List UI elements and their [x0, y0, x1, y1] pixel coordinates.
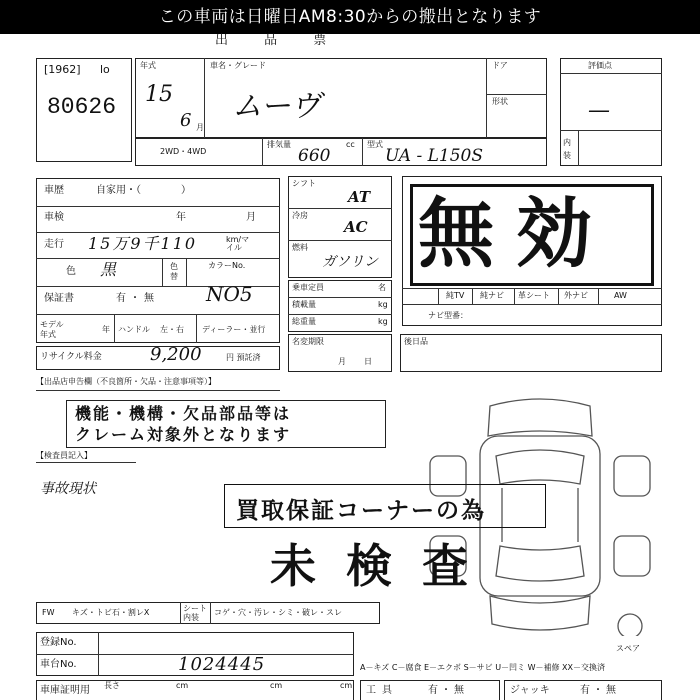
lot-number: 80626	[47, 94, 117, 120]
year-label: 年式	[140, 61, 156, 70]
damage-legend: A－キズ C－腐食 E－エクボ S－サビ U－凹ミ W－補修 XX－交換済	[360, 663, 606, 672]
eval-value: —	[588, 98, 610, 123]
shape-label: 形状	[492, 97, 508, 106]
door-label: ドア	[492, 61, 508, 70]
capacity-unit: 名	[378, 283, 386, 292]
cert-cm-3: cm	[340, 681, 353, 690]
header-banner: この車両は日曜日AM8:30からの搬出となります	[0, 0, 700, 34]
equip-leather: 革シート	[518, 291, 550, 300]
chassis-label: 車台No.	[40, 659, 77, 670]
recycle-unit: 円 預託済	[226, 353, 261, 362]
cert-label: 車庫証明用	[40, 685, 90, 696]
displacement-unit: cc	[346, 140, 355, 149]
mileage-unit: km/マイル	[226, 235, 250, 252]
name-change-label: 名変期限	[292, 337, 324, 346]
notice-box	[66, 400, 386, 448]
handle-value: 左・右	[160, 325, 184, 334]
load-unit: kg	[378, 300, 388, 309]
seat-label: シート内装	[183, 604, 207, 622]
seller-notes-label: 【出品店申告欄（不良箇所・欠品・注意事項等）】	[36, 377, 216, 386]
fw-label: FW	[42, 608, 55, 617]
registration-label: 登録No.	[40, 637, 77, 648]
dealer-label: ディーラー・並行	[202, 325, 266, 334]
color-label: 色	[66, 266, 76, 277]
color-no-label: カラーNo.	[208, 261, 246, 270]
jack-label: ジャッキ	[510, 685, 550, 696]
equip-ext-navi: 外ナビ	[564, 291, 588, 300]
car-front	[488, 399, 592, 436]
lot-tag-suffix: lo	[100, 63, 110, 76]
color-value: 黒	[100, 260, 117, 279]
notice-line-1: 機能・機構・欠品部品等は	[75, 404, 292, 423]
fuel-label: 燃料	[292, 243, 308, 252]
capacity-label: 乗車定員	[292, 283, 324, 292]
inspection-month-unit: 月	[246, 212, 256, 223]
eval-label: 評価点	[588, 61, 612, 70]
cert-cm-1: cm	[176, 681, 189, 690]
fuel-value: ガソリン	[322, 254, 378, 270]
load-label: 積載量	[292, 300, 316, 309]
equip-navi: 純ナビ	[480, 291, 504, 300]
displacement-value: 660	[298, 146, 331, 166]
after-docs-box	[400, 334, 662, 372]
ac-value: AC	[344, 218, 368, 236]
stamp-unchecked: 未検査	[270, 539, 498, 593]
name-change-unit: 月日	[338, 357, 390, 366]
notice-line-2: クレーム対象外となります	[75, 425, 292, 444]
mileage-value: 15万9千110	[88, 234, 198, 253]
shift-value: AT	[348, 188, 370, 206]
shift-label: シフト	[292, 179, 316, 188]
history-label: 車歴	[44, 185, 64, 196]
seat-value: コゲ・穴・汚レ・シミ・破レ・スレ	[214, 608, 342, 617]
model-year-unit: 年	[102, 325, 110, 334]
ac-label: 冷房	[292, 211, 308, 220]
gross-unit: kg	[378, 317, 388, 326]
cert-length: 長さ	[104, 681, 120, 690]
year-value: 15	[145, 82, 173, 107]
navi-model-label: ナビ型番：	[428, 311, 468, 320]
tools-label: 工具	[366, 685, 398, 696]
fw-value: キズ・トビ石・割レX	[72, 608, 150, 617]
spare-label: スペア	[616, 644, 640, 653]
recycle-value: 9,200	[150, 344, 202, 365]
after-docs-label: 後日品	[404, 337, 428, 346]
model-value: UA - L150S	[385, 146, 484, 166]
inspection-year-unit: 年	[176, 212, 186, 223]
month-unit: 月	[196, 123, 204, 132]
name-label: 車名・グレード	[210, 61, 266, 70]
warranty-value: 有・無	[116, 293, 158, 304]
cert-cm-2: cm	[270, 681, 283, 690]
car-name: ムーヴ	[232, 89, 321, 124]
recycle-label: リサイクル料金	[40, 352, 102, 362]
history-value: 自家用・（ ）	[96, 185, 191, 196]
equip-aw: AW	[614, 291, 627, 300]
repaint-label: 色替	[170, 262, 178, 281]
chassis-value: 1024445	[178, 654, 266, 675]
displacement-label: 排気量	[267, 140, 291, 149]
color-no-value: NO5	[206, 282, 253, 306]
eval-box	[560, 58, 662, 166]
mileage-label: 走行	[44, 239, 64, 250]
tools-value: 有・無	[428, 685, 467, 696]
warranty-label: 保証書	[44, 293, 74, 304]
inspector-label: 【検査員記入】	[36, 451, 92, 460]
model-label: 型式	[367, 140, 383, 149]
void-stamp: 無効	[418, 189, 614, 278]
equip-tv: 純TV	[446, 291, 465, 300]
jack-value: 有・無	[580, 685, 619, 696]
model-year-label: モデル年式	[40, 320, 64, 339]
gross-label: 総重量	[292, 317, 316, 326]
lot-tag: [1962]	[44, 63, 81, 76]
handle-label: ハンドル	[118, 325, 150, 334]
month-value: 6	[180, 110, 192, 131]
inspector-note: 事故現状	[40, 481, 96, 497]
stamp-main: 買取保証コーナーの為	[236, 497, 486, 524]
drive-label: 2WD・4WD	[160, 147, 207, 156]
top-heading: 出 品 票	[215, 33, 343, 48]
inspection-label: 車検	[44, 212, 64, 223]
interior-label: 内装	[563, 138, 571, 160]
